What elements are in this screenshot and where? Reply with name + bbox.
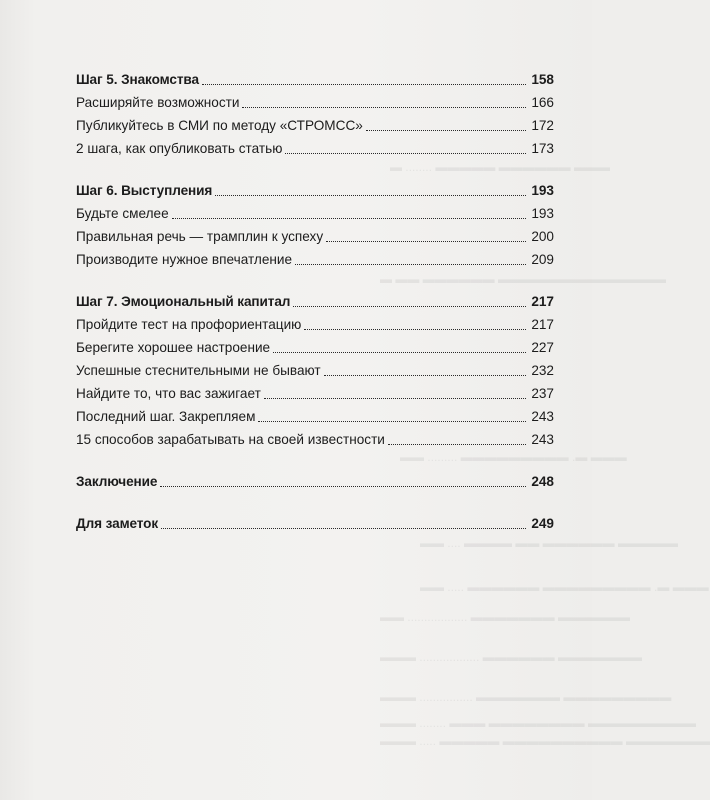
toc-entry-title: Последний шаг. Закрепляем xyxy=(76,409,256,424)
toc-entry-title: Расширяйте возможности xyxy=(76,95,240,110)
toc-entry[interactable] xyxy=(76,404,554,426)
dot-leader xyxy=(285,153,526,154)
toc-entry-page: 166 xyxy=(531,95,554,110)
toc-entry-title: Шаг 7. Эмоциональный капитал xyxy=(76,294,291,309)
toc-entry-page: 243 xyxy=(531,432,554,447)
toc-entry-title: Берегите хорошее настроение xyxy=(76,340,271,355)
dot-leader xyxy=(258,421,526,422)
toc-entry[interactable] xyxy=(76,224,554,246)
toc-entry[interactable] xyxy=(76,381,554,403)
toc-entry-page: 243 xyxy=(531,409,554,424)
toc-entry-title: Производите нужное впечатление xyxy=(76,252,293,267)
toc-entry-title: Правильная речь — трамплин к успеху xyxy=(76,229,324,244)
toc-entry-page: 173 xyxy=(531,141,554,156)
toc-entry[interactable] xyxy=(76,335,554,357)
toc-entry-notes[interactable] xyxy=(76,511,554,533)
toc-entry[interactable] xyxy=(76,90,554,112)
toc-entry-step5[interactable] xyxy=(76,67,554,89)
dot-leader xyxy=(366,130,526,131)
toc-entry-title: Пройдите тест на профориентацию xyxy=(76,317,302,332)
toc-entry-title: Успешные стеснительными не бывают xyxy=(76,363,321,378)
dot-leader xyxy=(242,107,526,108)
toc-entry-page: 172 xyxy=(531,118,554,133)
toc-entry[interactable] xyxy=(76,312,554,334)
toc-entry-page: 217 xyxy=(531,317,554,332)
dot-leader xyxy=(215,195,526,196)
toc-entry-title: Будьте смелее xyxy=(76,206,169,221)
toc-entry-title: 2 шага, как опубликовать статью xyxy=(76,141,283,156)
toc-entry-title: Найдите то, что вас зажигает xyxy=(76,386,261,401)
dot-leader xyxy=(172,218,526,219)
toc-entry-page: 237 xyxy=(531,386,554,401)
toc-entry-step7[interactable] xyxy=(76,289,554,311)
toc-entry-conclusion[interactable] xyxy=(76,469,554,491)
toc-entry-title: Заключение xyxy=(76,474,158,489)
dot-leader xyxy=(326,241,526,242)
dot-leader xyxy=(304,329,526,330)
toc-entry-page: 158 xyxy=(531,72,554,87)
dot-leader xyxy=(293,306,526,307)
toc-entry-title: Шаг 5. Знакомства xyxy=(76,72,199,87)
toc-entry-step6[interactable] xyxy=(76,178,554,200)
toc-entry-title: Публикуйтесь в СМИ по методу «СТРОМСС» xyxy=(76,118,363,133)
dot-leader xyxy=(161,528,526,529)
dot-leader xyxy=(273,352,526,353)
toc-entry-page: 193 xyxy=(531,183,554,198)
toc-entry-page: 217 xyxy=(531,294,554,309)
toc-entry[interactable] xyxy=(76,247,554,269)
dot-leader xyxy=(202,84,526,85)
toc-entry-page: 209 xyxy=(531,252,554,267)
toc-entry-title: Шаг 6. Выступления xyxy=(76,183,213,198)
toc-entry-page: 193 xyxy=(531,206,554,221)
toc-entry[interactable] xyxy=(76,427,554,449)
toc-entry[interactable] xyxy=(76,358,554,380)
toc-entry-page: 248 xyxy=(531,474,554,489)
toc-entry-page: 249 xyxy=(531,516,554,531)
toc-entry-title: Для заметок xyxy=(76,516,159,531)
dot-leader xyxy=(160,486,526,487)
dot-leader xyxy=(264,398,526,399)
toc-entry-page: 232 xyxy=(531,363,554,378)
toc-entry-title: 15 способов зарабатывать на своей известности xyxy=(76,432,385,447)
toc-entry-page: 200 xyxy=(531,229,554,244)
toc-entry-page: 227 xyxy=(531,340,554,355)
toc-entry[interactable] xyxy=(76,113,554,135)
book-page: ▬▬▬ ▬▬▬▬▬▬ ▬▬▬▬▬ ........ ▬ ▬▬▬▬▬▬▬▬▬▬▬▬▬▬ ▬▬▬▬▬▬ ▬▬ ▬ ▬▬▬ ▬. ▬▬▬▬▬▬▬▬▬ ......... ▬▬ ▬▬▬▬▬ ▬▬▬▬▬▬ ▬▬ ▬▬▬▬ .... ▬▬ ▬▬▬ ▬. ▬▬▬▬▬▬▬▬▬ ▬▬▬▬▬▬ ..... ▬▬ ▬▬▬▬▬▬ ▬▬▬▬▬▬▬ .................. ▬▬ ▬▬▬▬▬▬▬ ▬▬▬▬▬▬ .................. ▬▬▬ ▬▬▬▬▬▬▬▬▬ ▬▬▬▬▬▬▬ ................ ▬▬▬ ▬▬▬▬▬▬▬▬▬ ▬▬▬▬▬▬▬▬ ▬▬▬ ........ ▬▬▬ ▬▬▬▬▬▬▬ ▬▬▬▬▬▬▬▬▬▬ ▬▬▬▬▬ ..... ▬▬▬ Шаг 5. Знакомства 158 Расширяйте возможности 166 Публикуйтесь в СМИ по методу «СТРОМСС» 172 2 шага, как опубликовать статью 173 Шаг 6. Выступления 193 Будьте смелее 193 Правильная речь — трамплин к успеху 200 Производите нужное впечатление 209 Шаг 7. Эмоциональный капитал 217 Пройдите тест на профориентацию 217 Берегите хорошее настроение 227 Успешные стеснительными не бывают 232 Найдите то, что вас зажигает 237 Последний шаг. Закрепляем 243 15 способов зарабатывать на своей известности 243 Заключение 248 Для заметок 249 xyxy=(0,0,592,800)
toc-entry[interactable] xyxy=(76,201,554,223)
toc-entry[interactable] xyxy=(76,136,554,158)
dot-leader xyxy=(388,444,526,445)
dot-leader xyxy=(324,375,526,376)
dot-leader xyxy=(295,264,526,265)
